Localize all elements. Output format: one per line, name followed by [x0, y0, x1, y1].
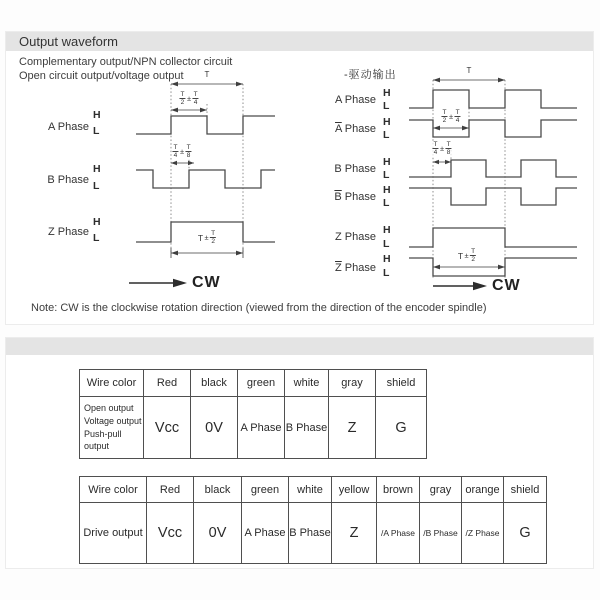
right-z-low-label: L: [383, 238, 390, 250]
right-b-bar-high-label: H: [383, 184, 391, 196]
value-cell: 0V: [191, 397, 238, 459]
left-phase-b-label: B Phase: [47, 174, 89, 186]
left-a-high-label: H: [93, 109, 101, 121]
fraction: $\frac{T}{4}$: [193, 91, 198, 107]
header-cell: gray: [329, 370, 376, 397]
right-phase-b-bar-label: $\overline{B}$ Phase: [334, 191, 376, 203]
header-cell: black: [194, 477, 242, 503]
fraction: $\frac{T}{2}$: [180, 91, 185, 107]
bottom-section-header: [6, 338, 593, 355]
fraction: $\frac{T}{2}$: [442, 109, 447, 125]
right-b-high-label: H: [383, 156, 391, 168]
right-b-phase-waveform: [409, 160, 577, 177]
right-phase-z-label: Z Phase: [335, 231, 376, 243]
right-b-low-label: L: [383, 169, 390, 181]
value-cell: Vcc: [147, 503, 194, 564]
header-cell: green: [238, 370, 285, 397]
right-period-t-label: T: [466, 66, 472, 75]
left-z-high-label: H: [93, 216, 101, 228]
header-cell: white: [289, 477, 332, 503]
row-label-cell: Open output Voltage output Push-pull output: [80, 397, 144, 459]
left-phase-z-label: Z Phase: [48, 226, 89, 238]
output-waveform-panel: [5, 31, 594, 325]
value-cell: 0V: [194, 503, 242, 564]
value-cell: Z: [332, 503, 377, 564]
fraction: $\frac{T}{8}$: [446, 141, 451, 157]
right-phase-a-label: A Phase: [335, 94, 376, 106]
right-phase-b-label: B Phase: [334, 163, 376, 175]
right-a-low-label: L: [383, 100, 390, 112]
value-cell: /A Phase: [377, 503, 420, 564]
header-cell: orange: [462, 477, 504, 503]
right-b-bar-low-label: L: [383, 197, 390, 209]
value-cell: A Phase: [238, 397, 285, 459]
cw-note: Note: CW is the clockwise rotation direction (viewed from the direction of the encoder spindle): [31, 302, 487, 314]
header-cell: gray: [420, 477, 462, 503]
right-z-high-label: H: [383, 224, 391, 236]
header-cell: shield: [376, 370, 427, 397]
left-a-pulse-width-label: $\frac{T}{2}$ ± $\frac{T}{4}$: [180, 91, 198, 107]
right-diagram-title: -驱动输出: [344, 69, 397, 81]
subtitle-line-2: Open circuit output/voltage output: [19, 70, 184, 82]
right-z-width-label: T ± $\frac{T}{2}$: [457, 248, 476, 264]
value-cell: Z: [329, 397, 376, 459]
header-cell: green: [242, 477, 289, 503]
fraction: $\frac{T}{4}$: [455, 109, 460, 125]
value-cell: B Phase: [285, 397, 329, 459]
right-a-bar-low-label: L: [383, 129, 390, 141]
open-output-wire-table: [79, 369, 427, 459]
right-z-bar-low-label: L: [383, 267, 390, 279]
header-cell: Red: [147, 477, 194, 503]
value-cell: /Z Phase: [462, 503, 504, 564]
left-b-high-label: H: [93, 163, 101, 175]
left-cw-arrow: [129, 279, 187, 287]
left-z-width-label: T ± $\frac{T}{2}$: [197, 230, 216, 246]
right-cw-arrow: [433, 282, 487, 290]
value-cell: G: [504, 503, 547, 564]
left-b-low-label: L: [93, 180, 100, 192]
right-b-bar-phase-waveform: [409, 188, 577, 205]
left-a-low-label: L: [93, 125, 100, 137]
right-phase-shift-label: $\frac{T}{4}$ ± $\frac{T}{8}$: [433, 141, 451, 157]
section-title: Output waveform: [19, 34, 118, 49]
fraction: $\frac{T}{4}$: [433, 141, 438, 157]
right-z-bar-high-label: H: [383, 253, 391, 265]
header-cell: yellow: [332, 477, 377, 503]
left-b-phase-waveform: [136, 170, 275, 188]
header-cell: black: [191, 370, 238, 397]
header-cell: Red: [144, 370, 191, 397]
fraction: $\frac{T}{2}$: [471, 248, 476, 264]
left-phase-a-label: A Phase: [48, 121, 89, 133]
value-cell: Vcc: [144, 397, 191, 459]
right-a-bar-phase-waveform: [409, 120, 577, 137]
right-a-pulse-width-label: $\frac{T}{2}$ ± $\frac{T}{4}$: [442, 109, 460, 125]
table-row: [80, 397, 427, 459]
right-a-bar-high-label: H: [383, 116, 391, 128]
right-a-high-label: H: [383, 87, 391, 99]
header-cell: Wire color: [80, 370, 144, 397]
fraction: $\frac{T}{4}$: [173, 144, 178, 160]
table-header-row: [80, 477, 547, 503]
left-a-phase-waveform: [136, 116, 275, 134]
right-a-phase-waveform: [409, 90, 577, 108]
left-cw-label: CW: [192, 274, 221, 291]
wiring-tables-panel: [5, 337, 594, 569]
left-phase-shift-label: $\frac{T}{4}$ ± $\frac{T}{8}$: [173, 144, 191, 160]
fraction: $\frac{T}{2}$: [211, 230, 216, 246]
table-header-row: [80, 370, 427, 397]
value-cell: /B Phase: [420, 503, 462, 564]
header-cell: brown: [377, 477, 420, 503]
right-z-phase-waveform: [409, 228, 577, 247]
header-cell: white: [285, 370, 329, 397]
value-cell: G: [376, 397, 427, 459]
value-cell: B Phase: [289, 503, 332, 564]
left-z-low-label: L: [93, 232, 100, 244]
right-phase-a-bar-label: $\overline{A}$ Phase: [335, 123, 376, 135]
right-phase-z-bar-label: $\overline{Z}$ Phase: [335, 262, 376, 274]
left-guides: [171, 84, 243, 254]
header-cell: Wire color: [80, 477, 147, 503]
right-cw-label: CW: [492, 277, 521, 294]
fraction: $\frac{T}{8}$: [186, 144, 191, 160]
row-label-cell: Drive output: [80, 503, 147, 564]
drive-output-wire-table: [79, 476, 547, 564]
subtitle-line-1: Complementary output/NPN collector circuit: [19, 56, 233, 68]
value-cell: A Phase: [242, 503, 289, 564]
left-period-t-label: T: [204, 70, 210, 79]
table-row: [80, 503, 547, 564]
header-cell: shield: [504, 477, 547, 503]
